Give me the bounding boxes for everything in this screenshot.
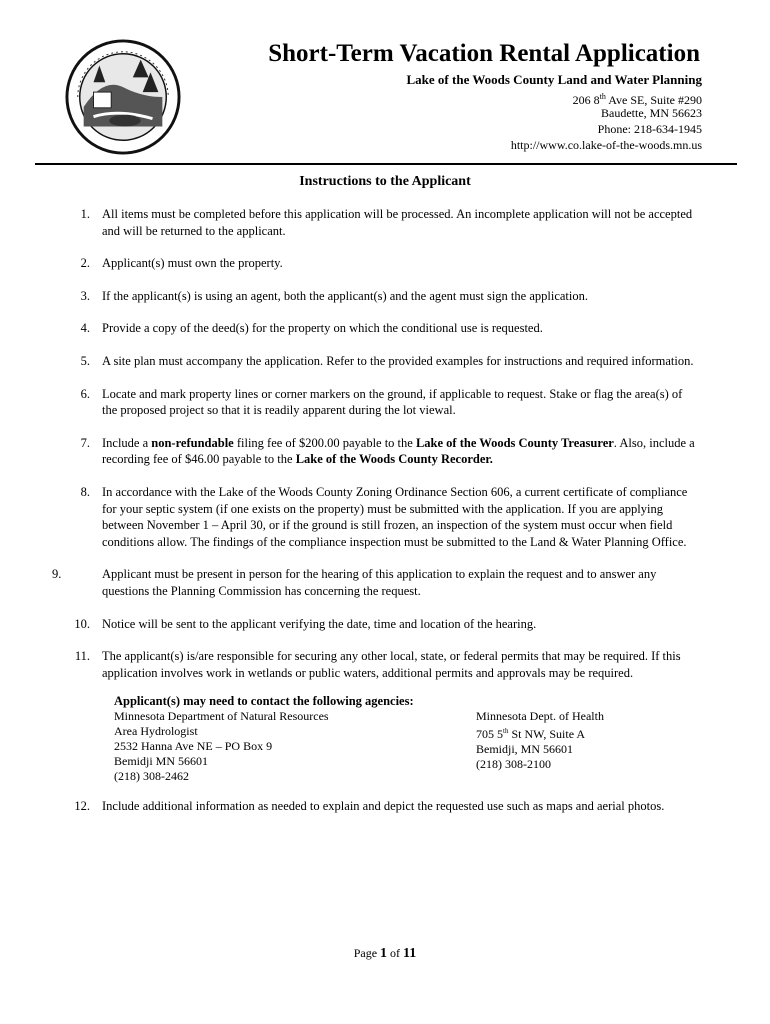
address-city: Baudette, MN 56623 (601, 106, 702, 120)
list-item: 2. Applicant(s) must own the property. (80, 256, 283, 271)
page-footer: Page 1 of 11 (353, 946, 417, 961)
list-item: 1. All items must be completed before this application will be processed. An incomplete application will not be accepted and will be returned to the applicant. (80, 207, 693, 238)
header-divider (35, 163, 737, 165)
list-item: 12. Include additional information as needed to explain and depict the requested use such as maps and aerial photos. (74, 799, 665, 814)
list-item: 9. Applicant must be present in person for the hearing of this application to explain the request and to answer any questions the Planning Commission has concerning the request. (52, 567, 657, 598)
list-item: 10. Notice will be sent to the applicant verifying the date, time and location of the hearing. (74, 616, 537, 631)
list-item: 8. In accordance with the Lake of the Woods County Zoning Ordinance Section 606, a current certificate of compliance for your septic system (if one exists on the property) must be submitted with the application. If you are applying between November 1 – April 30, or if the ground is still frozen, an inspection of the system must occur when field conditions allow. The findings of the compliance inspection must be submitted to the Land & Water Planning Office. (80, 484, 688, 549)
section-title: Instructions to the Applicant (299, 174, 471, 189)
list-item: 4. Provide a copy of the deed(s) for the property on which the conditional use is requested. (80, 321, 543, 336)
county-seal-icon (64, 38, 182, 156)
list-item: 6. Locate and mark property lines or corner markers on the ground, if applicable to request. Stake or flag the area(s) of the proposed project so that it is readily apparent during the lot viewal. (80, 386, 683, 418)
list-item: 7. Include a non-refundable filing fee of $200.00 payable to the Lake of the Woods County Treasurer. Also, include a recording fee of $46.00 payable to the Lake of the Woods County Recorder. (80, 435, 695, 467)
list-item: 3. If the applicant(s) is using an agent, both the applicant(s) and the agent must sign the application. (80, 288, 588, 303)
website-link[interactable]: http://www.co.lake-of-the-woods.mn.us (510, 138, 702, 152)
list-item: 5. A site plan must accompany the application. Refer to the provided examples for instructions and required information. (80, 353, 694, 368)
health-contact: Minnesota Dept. of Health 705 5th St NW, Suite A Bemidji, MN 56601 (218) 308-2100 (476, 709, 604, 772)
agency-contacts (102, 693, 700, 784)
organization-name: Lake of the Woods County Land and Water Planning (406, 72, 702, 87)
document-title: Short-Term Vacation Rental Application (268, 40, 700, 67)
list-item: 11. The applicant(s) is/are responsible for securing any other local, state, or federal permits that may be required. If this application involves work in wetlands or public waters, additional permits and approvals may be required. Applicant(s) may need to contact the following agencies: Minnesota Department of Natural Resources Area Hydrologist 2532 Hanna Ave NE – PO Box 9 Bemidji MN 56601 (218) 308-2462 Minnesota Dept. of Health 705 5th St NW, Suite A Bemidji, MN 56601 (218) 308-2100 (60, 648, 700, 784)
instruction-list (52, 206, 700, 831)
agency-heading: Applicant(s) may need to contact the following agencies: (114, 694, 414, 709)
address-street: 206 8th Ave SE, Suite #290 (572, 92, 702, 107)
dnr-contact: Minnesota Department of Natural Resources Area Hydrologist 2532 Hanna Ave NE – PO Box 9 Bemidji MN 56601 (218) 308-2462 (114, 709, 329, 784)
phone-number: Phone: 218-634-1945 (597, 122, 702, 136)
